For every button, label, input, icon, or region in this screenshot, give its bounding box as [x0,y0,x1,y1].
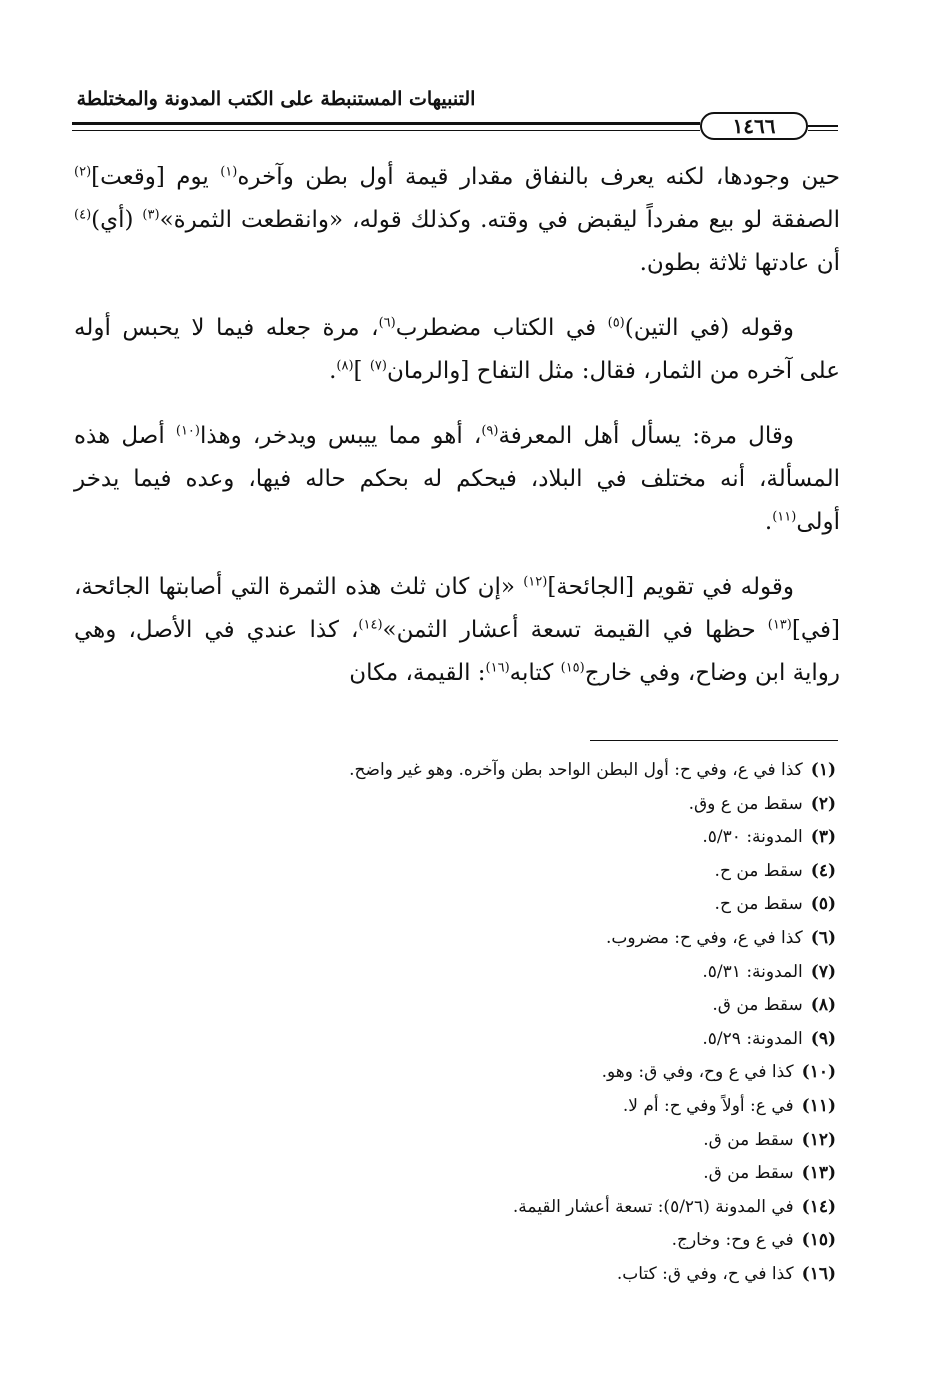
header-rule-right-thin [808,130,838,131]
footnote-item [200,1124,836,1158]
footnote-text: سقط من ق. [703,1163,794,1184]
text-run: وقال مرة: يسأل أهل المعرفة [498,423,794,449]
footnote-reference: (٨) [336,358,354,374]
footnote-separator [590,740,838,741]
footnote-item [200,922,836,956]
text-run: : القيمة، مكان [349,660,486,686]
footnote-text: كذا في ع، وفي ح: أول البطن الواحد بطن وآخره. وهو غير واضح. [349,760,803,780]
footnote-reference: (٩) [481,423,499,439]
footnote-item [200,1090,836,1124]
footnote-reference: (١٠) [175,423,200,439]
footnote-number: (٨) [810,995,836,1016]
footnotes-list [200,754,836,1292]
text-run: . [764,509,773,535]
footnote-item [200,1191,836,1225]
text-run: ، كذا عندي في الأصل، وهي رواية ابن وضاح، وفي خارج [74,617,840,686]
footnote-item [200,1157,836,1191]
footnote-item [200,1224,836,1258]
footnote-item [200,1056,836,1090]
paragraph [74,415,840,544]
footnote-text: سقط من ع وق. [688,793,803,814]
footnote-number: (٧) [810,961,836,982]
footnote-number: (٩) [810,1028,836,1049]
footnote-reference: (٥) [607,315,625,331]
footnote-item [200,1023,836,1057]
text-run: وقوله (في التين) [624,315,795,341]
footnote-item [200,855,836,889]
footnote-number: (١) [810,760,836,780]
footnote-reference: (٢) [74,164,92,180]
header-rule-thick [72,122,700,125]
text-run: . [329,358,337,384]
footnote-reference: (٤) [74,207,92,223]
footnote-item [200,989,836,1023]
footnote-number: (١١) [801,1095,836,1116]
header-rule-thin [72,130,700,131]
footnote-text: المدونة: ٥/٣٠. [702,827,803,848]
footnote-text: كذا في ح، وفي ق: كتاب. [616,1263,794,1284]
footnote-reference: (١) [220,164,238,180]
footnote-reference: (١٦) [485,660,510,676]
footnote-reference: (٣) [142,207,160,223]
footnote-text: المدونة: ٥/٣١. [702,961,803,982]
text-run: أصل هذه المسألة، أنه مختلف في البلاد، فيحكم له بحكم حاله فيها، وعده فيما يدخر أولى [74,423,840,535]
text-run: يوم [وقعت] [91,164,221,190]
footnote-reference: (٧) [369,358,387,374]
footnote-text: سقط من ح. [714,860,803,881]
footnote-text: في ع: أولاً وفي ح: أم لا. [622,1095,794,1116]
text-run: ، مرة جعله فيما لا يحبس أوله على آخره من الثمار، فقال: مثل التفاح [والرمان [74,315,840,384]
footnote-text: سقط من ق. [703,1129,794,1150]
text-run: حين وجودها، لكنه يعرف بالنفاق مقدار قيمة أول بطن وآخره [237,164,841,190]
footnote-reference: (١٥) [560,660,585,676]
header-rule-right-thick [808,125,838,127]
text-run: (أي) [91,207,143,233]
footnote-number: (١٤) [801,1196,836,1217]
page-number: ١٤٦٦ [700,112,808,140]
text-run: كتابه [509,660,561,686]
text-run: أن عادتها ثلاثة بطون. [639,250,840,276]
footnote-reference: (١١) [772,509,797,525]
footnote-number: (٣) [810,827,836,848]
footnote-reference: (١٤) [358,617,383,633]
footnote-text: سقط من ح. [714,894,803,915]
footnote-number: (١٣) [801,1163,836,1184]
footnote-item [200,788,836,822]
text-run: «إن كان ثلث هذه الثمرة التي أصابتها الجائحة، [في] [74,574,840,643]
footnote-text: في المدونة (٥/٢٦): تسعة أعشار القيمة. [512,1196,794,1217]
footnote-item [200,754,836,788]
footnote-item [200,956,836,990]
paragraph [74,156,840,285]
main-text [74,156,840,717]
text-run: الصفقة لو بيع مفرداً ليقبض في وقته. وكذلك قوله، «وانقطعت الثمرة» [159,207,840,233]
footnote-item [200,821,836,855]
footnote-text: كذا في ع، وفي ح: مضروب. [606,927,803,948]
footnote-number: (٦) [810,927,836,948]
running-title: التنبيهات المستنبطة على الكتب المدونة والمختلطة [76,88,476,110]
footnote-number: (٥) [810,894,836,915]
footnote-number: (١٠) [801,1062,836,1083]
footnote-text: المدونة: ٥/٢٩. [702,1028,803,1049]
paragraph [74,307,840,393]
text-run: ] [353,358,370,384]
paragraph [74,566,840,695]
text-run: ، أهو مما ييبس ويدخر، وهذا [199,423,482,449]
footnote-reference: (١٣) [767,617,792,633]
footnote-text: سقط من ق. [712,995,803,1016]
footnote-number: (١٦) [801,1263,836,1284]
text-run: في الكتاب مضطرب [395,315,608,341]
footnote-reference: (٦) [378,315,396,331]
footnote-number: (١٢) [801,1129,836,1150]
footnote-item [200,1258,836,1292]
text-run: وقوله في تقويم [الجائحة] [547,574,794,600]
footnote-text: كذا في ع وح، وفي ق: وهو. [601,1062,794,1083]
footnote-number: (٤) [810,860,836,881]
footnote-number: (١٥) [801,1230,836,1251]
footnote-item [200,888,836,922]
footnote-reference: (١٢) [523,574,548,590]
text-run: حظها في القيمة تسعة أعشار الثمن» [382,617,768,643]
footnote-number: (٢) [810,793,836,814]
footnote-text: في ع وح: وخارج. [671,1230,794,1251]
